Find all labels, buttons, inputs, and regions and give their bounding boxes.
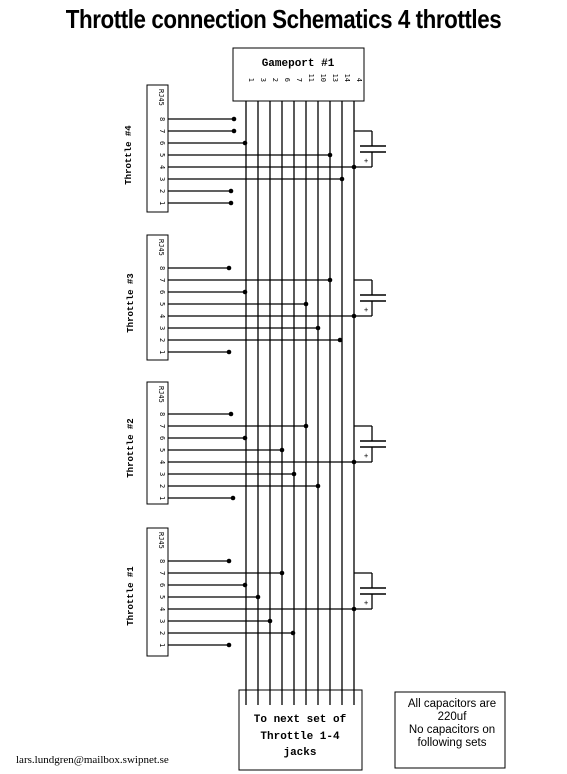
junction-dot [243, 583, 248, 588]
rj45-label: RJ45 [157, 532, 165, 549]
rj45-pin-4: 4 [158, 165, 166, 170]
rj45-pin-6: 6 [158, 141, 166, 146]
gameport-pin-14: 14 [343, 73, 351, 82]
junction-dot [280, 571, 285, 576]
junction-dot [229, 201, 234, 206]
junction-dot [227, 350, 232, 355]
rj45-pin-6: 6 [158, 583, 166, 588]
junction-dot [280, 448, 285, 453]
throttle-block-1 [126, 528, 386, 656]
junction-dot [328, 278, 333, 283]
rj45-pin-1: 1 [158, 350, 166, 355]
junction-dot [229, 189, 234, 194]
rj45-pin-2: 2 [158, 189, 166, 194]
rj45-pin-3: 3 [158, 472, 166, 477]
junction-dot [256, 595, 261, 600]
capacitor [354, 426, 386, 462]
rj45-pin-2: 2 [158, 484, 166, 489]
rj45-pin-1: 1 [158, 643, 166, 648]
rj45-pin-7: 7 [158, 129, 166, 134]
junction-dot [227, 266, 232, 271]
note-line-4: following sets [417, 737, 487, 749]
junction-dot [229, 412, 234, 417]
junction-dot [243, 436, 248, 441]
next-set-line-1: To next set of [253, 714, 347, 726]
rj45-pin-4: 4 [158, 460, 166, 465]
rj45-pin-5: 5 [158, 153, 166, 158]
rj45-pin-8: 8 [158, 117, 166, 122]
throttle-connectors [124, 85, 386, 656]
rj45-pin-6: 6 [158, 290, 166, 295]
note-line-3: No capacitors on [408, 724, 496, 736]
bus-lines [246, 101, 354, 690]
capacitor-note [398, 698, 506, 750]
capacitor [354, 131, 386, 167]
throttle-block-3 [126, 235, 386, 360]
junction-dot [338, 338, 343, 343]
junction-dot [304, 302, 309, 307]
junction-dot [232, 129, 237, 134]
next-set-box [239, 690, 362, 770]
junction-dot [231, 496, 236, 501]
junction-dot [316, 484, 321, 489]
note-line-1: All capacitors are [407, 698, 497, 710]
rj45-pin-5: 5 [158, 595, 166, 600]
gameport-pin-13: 13 [331, 73, 339, 82]
junction-dot [243, 141, 248, 146]
gameport-pin-1: 1 [247, 77, 255, 82]
rj45-pin-8: 8 [158, 412, 166, 417]
rj45-pin-4: 4 [158, 314, 166, 319]
throttle-block-2 [126, 382, 386, 504]
gameport-pin-3: 3 [259, 77, 267, 82]
junction-dot [340, 177, 345, 182]
rj45-pin-2: 2 [158, 338, 166, 343]
rj45-label: RJ45 [157, 239, 165, 256]
gameport-pin-11: 11 [307, 73, 315, 82]
capacitor-plus-sign: + [364, 157, 369, 165]
next-set-line-3: jacks [283, 747, 317, 759]
rj45-pin-7: 7 [158, 571, 166, 576]
author-email: lars.lundgren@mailbox.swipnet.se [16, 754, 169, 766]
junction-dot [328, 153, 333, 158]
junction-dot [227, 559, 232, 564]
rj45-pin-1: 1 [158, 496, 166, 501]
capacitor [354, 573, 386, 609]
rj45-label: RJ45 [157, 386, 165, 403]
rj45-pin-1: 1 [158, 201, 166, 206]
junction-dot [232, 117, 237, 122]
throttle-label: Throttle #1 [126, 566, 136, 626]
capacitor-plus-sign: + [364, 306, 369, 314]
junction-dot [227, 643, 232, 648]
gameport-pin-7: 7 [295, 77, 303, 82]
rj45-pin-8: 8 [158, 559, 166, 564]
diagram-title: Throttle connection Schematics 4 throttles [65, 4, 502, 34]
gameport-connector [233, 48, 364, 101]
junction-dot [316, 326, 321, 331]
gameport-label: Gameport #1 [261, 58, 335, 70]
throttle-label: Throttle #2 [126, 418, 136, 478]
rj45-pin-4: 4 [158, 607, 166, 612]
rj45-pin-3: 3 [158, 326, 166, 331]
next-set-line-2: Throttle 1-4 [260, 731, 340, 743]
rj45-pin-3: 3 [158, 619, 166, 624]
rj45-pin-5: 5 [158, 302, 166, 307]
junction-dot [304, 424, 309, 429]
gameport-pin-6: 6 [283, 77, 291, 82]
junction-dot [291, 631, 296, 636]
junction-dot [243, 290, 248, 295]
rj45-pin-3: 3 [158, 177, 166, 182]
rj45-pin-7: 7 [158, 278, 166, 283]
note-line-2: 220uf [437, 711, 467, 723]
rj45-pin-5: 5 [158, 448, 166, 453]
throttle-label: Throttle #4 [124, 125, 134, 185]
rj45-pin-8: 8 [158, 266, 166, 271]
throttle-block-4 [124, 85, 386, 212]
junction-dot [292, 472, 297, 477]
capacitor-plus-sign: + [364, 452, 369, 460]
junction-dot [268, 619, 273, 624]
gameport-pin-4: 4 [355, 77, 363, 82]
gameport-pin-10: 10 [319, 73, 327, 82]
rj45-label: RJ45 [157, 89, 165, 106]
capacitor [354, 280, 386, 316]
rj45-pin-2: 2 [158, 631, 166, 636]
gameport-pin-2: 2 [271, 77, 279, 82]
throttle-label: Throttle #3 [126, 273, 136, 333]
rj45-pin-7: 7 [158, 424, 166, 429]
rj45-pin-6: 6 [158, 436, 166, 441]
capacitor-plus-sign: + [364, 599, 369, 607]
